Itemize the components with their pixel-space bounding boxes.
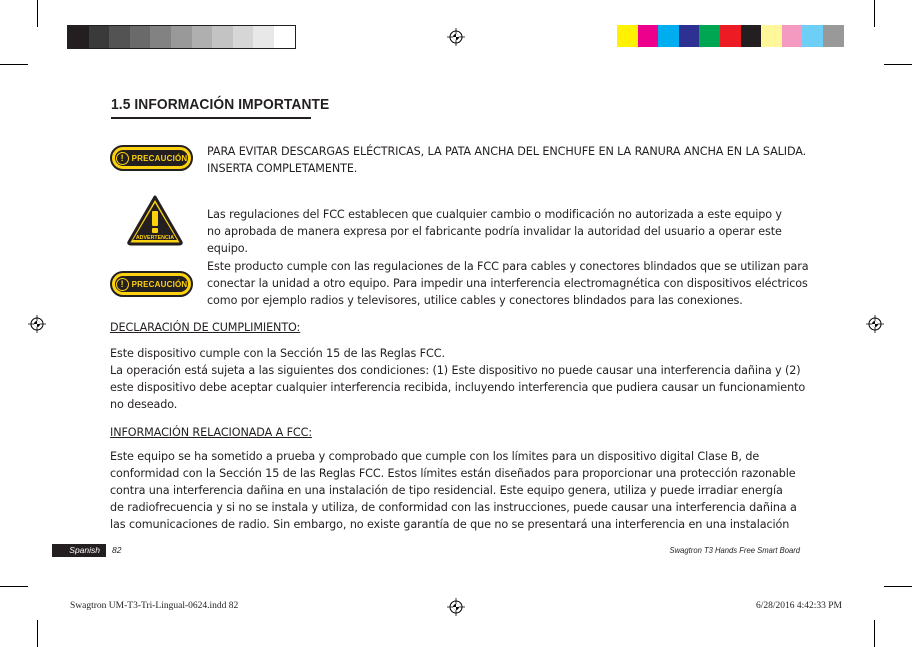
warning-text [207, 258, 809, 309]
process-color-bar [617, 25, 844, 47]
color-swatch [617, 25, 638, 47]
body-line: Este equipo se ha sometido a prueba y comprobado que cumple con los límites para un dispositivo digital Clase B, de [110, 450, 760, 463]
fcc-info-text [110, 448, 797, 533]
color-swatch [699, 25, 720, 47]
body-line: de radiofrecuencia y si no se instala y utiliza, de conformidad con las instrucciones, puede causar una interferencia dañina a [110, 501, 797, 514]
color-swatch [782, 25, 803, 47]
declaration-text [110, 345, 805, 413]
exclamation-icon: ! [116, 152, 129, 165]
body-line: no deseado. [110, 398, 178, 411]
crop-mark [874, 620, 875, 647]
caution-badge [110, 145, 193, 171]
section-title: 1.5 INFORMACIÓN IMPORTANTE [111, 96, 330, 113]
body-line: La operación está sujeta a las siguientes dos condiciones: (1) Este dispositivo no puede causar una interferencia dañina y (2) [110, 364, 801, 377]
body-line: Este dispositivo cumple con la Sección 15 de las Reglas FCC. [110, 347, 445, 360]
slug-filename: Swagtron UM-T3-Tri-Lingual-0624.indd 82 [70, 601, 239, 611]
color-swatch [638, 25, 659, 47]
warning-text [207, 206, 782, 257]
footer-language-tab: Spanish [52, 544, 106, 557]
registration-target-icon [447, 28, 465, 46]
registration-target-icon [447, 598, 465, 616]
body-line: conformidad con la Sección 15 de las Reglas FCC. Estos límites están diseñados para proporcionar una protección razonable [110, 467, 796, 480]
color-swatch [253, 26, 274, 48]
color-swatch [150, 26, 171, 48]
body-line: contra una interferencia dañina en una instalación de tipo residencial. Este equipo genera, utiliza y puede irradiar energía [110, 484, 783, 497]
body-line: las comunicaciones de radio. Sin embargo, no existe garantía de que no se presentará una interferencia en una instalación [110, 518, 790, 531]
color-swatch [68, 26, 89, 48]
crop-mark [37, 0, 38, 27]
slug-timestamp: 6/28/2016 4:42:33 PM [755, 601, 842, 611]
fcc-info-heading: INFORMACIÓN RELACIONADA A FCC: [110, 426, 313, 439]
warning-line: Este producto cumple con las regulaciones de la FCC para cables y conectores blindados que se utilizan para [207, 260, 809, 273]
caution-badge-label: PRECAUCIÓN [131, 279, 188, 289]
color-swatch [109, 26, 130, 48]
warning-text [207, 143, 806, 177]
page-number: 82 [112, 545, 122, 555]
registration-target-icon [866, 315, 884, 333]
caution-badge-label: PRECAUCIÓN [131, 153, 188, 163]
crop-mark [0, 64, 28, 65]
color-swatch [274, 26, 295, 48]
warning-triangle-icon [126, 194, 184, 246]
footer-product-name: Swagtron T3 Hands Free Smart Board [669, 545, 800, 555]
caution-badge [110, 271, 193, 297]
color-swatch [171, 26, 192, 48]
color-swatch [720, 25, 741, 47]
crop-mark [874, 0, 875, 27]
warning-line: PARA EVITAR DESCARGAS ELÉCTRICAS, LA PATA ANCHA DEL ENCHUFE EN LA RANURA ANCHA EN LA SALIDA. [207, 145, 807, 158]
body-line: este dispositivo debe aceptar cualquier interferencia recibida, incluyendo interferencia que pudiera causar un funcionamiento [110, 381, 806, 394]
color-swatch [89, 26, 110, 48]
crop-mark [884, 586, 912, 587]
warning-line: equipo. [207, 242, 248, 255]
warning-line: no aprobada de manera expresa por el fabricante podría invalidar la autoridad del usuario a operar este [207, 225, 782, 238]
color-swatch [192, 26, 213, 48]
exclamation-icon: ! [116, 278, 129, 291]
color-swatch [823, 25, 844, 47]
color-swatch [802, 25, 823, 47]
crop-mark [37, 620, 38, 647]
gray-color-bar [67, 25, 296, 49]
color-swatch [761, 25, 782, 47]
color-swatch [679, 25, 700, 47]
title-underline [111, 117, 311, 119]
color-swatch [233, 26, 254, 48]
crop-mark [884, 64, 912, 65]
color-swatch [741, 25, 762, 47]
warning-line: como por ejemplo radios y televisores, utilice cables y conectores blindados para las conexiones. [207, 294, 743, 307]
registration-target-icon [28, 315, 46, 333]
warning-line: INSERTA COMPLETAMENTE. [207, 162, 358, 175]
color-swatch [130, 26, 151, 48]
color-swatch [212, 26, 233, 48]
declaration-heading: DECLARACIÓN DE CUMPLIMIENTO: [110, 321, 301, 334]
color-swatch [658, 25, 679, 47]
warning-line: Las regulaciones del FCC establecen que cualquier cambio o modificación no autorizada a este equipo y [207, 208, 782, 221]
warning-line: conectar la unidad a otro equipo. Para impedir una interferencia electromagnética con dispositivos eléctricos [207, 277, 808, 290]
crop-mark [0, 586, 28, 587]
warning-triangle-label: ADVERTENCIA [135, 235, 175, 241]
